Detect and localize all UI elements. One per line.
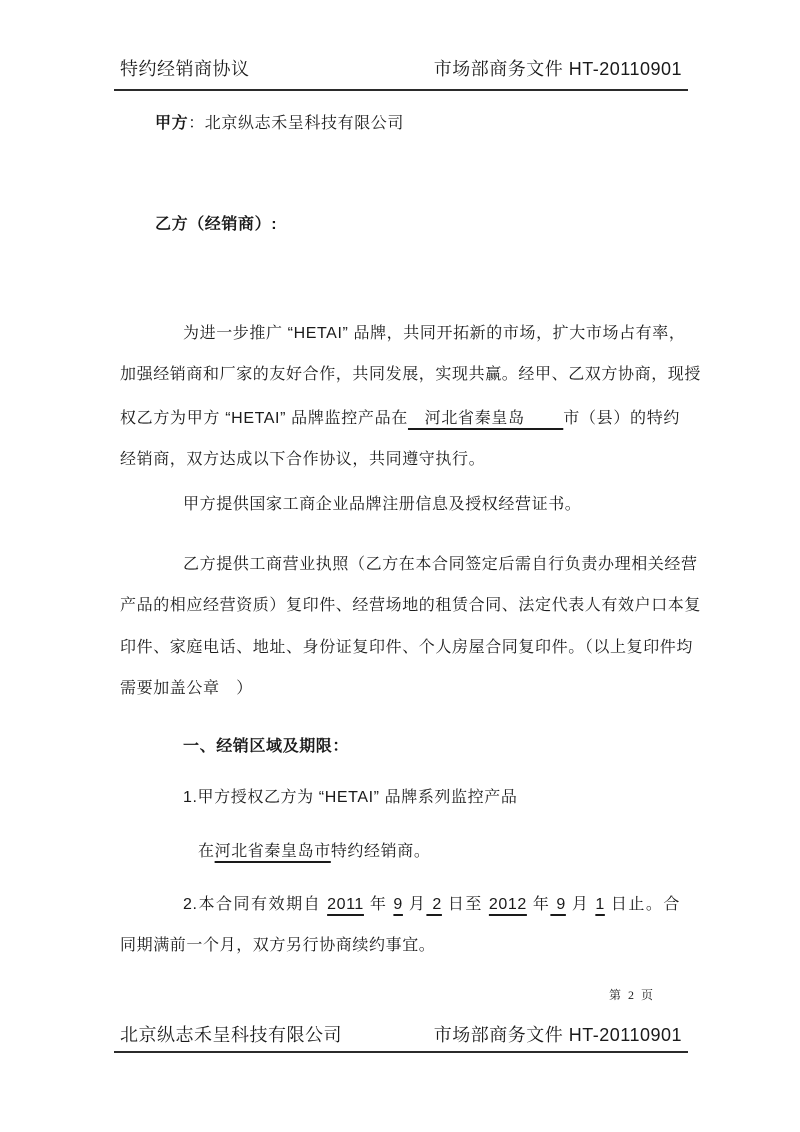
page-number: 第 2 页 xyxy=(608,988,655,1002)
paragraph1-line3 xyxy=(120,407,680,431)
text-run: 在 xyxy=(198,843,215,860)
section-heading: 一、经销区域及期限： xyxy=(183,738,350,755)
underlined-text: 1 xyxy=(595,896,605,913)
paragraph2-line1: 甲方提供国家工商企业品牌注册信息及授权经营证书。 xyxy=(183,496,582,513)
page-footer xyxy=(114,1022,688,1053)
header-doc-code: 市场部商务文件 HT-20110901 xyxy=(433,59,682,79)
text-run: 2.本合同有效期自 xyxy=(183,896,328,913)
text-run: 年 xyxy=(363,896,394,913)
footer-doc-code: 市场部商务文件 HT-20110901 xyxy=(433,1025,682,1045)
item2-line2: 同期满前一个月，双方另行协商续约事宜。 xyxy=(120,937,436,954)
item2-line1 xyxy=(120,893,680,917)
paragraph3-line2: 产品的相应经营资质）复印件、经营场地的租赁合同、法定代表人有效户口本复 xyxy=(120,597,702,614)
paragraph3-line3: 印件、家庭电话、地址、身份证复印件、个人房屋合同复印件。（以上复印件均 xyxy=(120,639,694,656)
item1-line1: 1.甲方授权乙方为 “HETAI” 品牌系列监控产品 xyxy=(183,789,518,806)
underlined-text: 河北省秦皇岛 xyxy=(407,410,564,427)
text-run: 特约经销商。 xyxy=(330,843,431,860)
underlined-text: 2 xyxy=(426,896,442,913)
paragraph3-line4: 需要加盖公章 ） xyxy=(120,680,253,697)
header-title: 特约经销商协议 xyxy=(120,59,250,79)
underlined-text: 2011 xyxy=(327,896,364,913)
underlined-text: 河北省秦皇岛市 xyxy=(214,843,331,860)
underlined-text: 9 xyxy=(550,896,566,913)
paragraph1-line4: 经销商，双方达成以下合作协议，共同遵守执行。 xyxy=(120,451,486,468)
text-run: 月 xyxy=(402,896,427,913)
paragraph1-line2: 加强经销商和厂家的友好合作，共同发展，实现共赢。经甲、乙双方协商，现授 xyxy=(120,366,702,383)
paragraph3-line1: 乙方提供工商营业执照（乙方在本合同签定后需自行负责办理相关经营 xyxy=(183,556,698,573)
party-a-value: ：北京纵志禾呈科技有限公司 xyxy=(188,115,405,132)
item1-line2 xyxy=(120,840,680,864)
underlined-text: 9 xyxy=(393,896,403,913)
text-run: 年 xyxy=(526,896,551,913)
paragraph1-line1: 为进一步推广 “HETAI” 品牌，共同开拓新的市场，扩大市场占有率， xyxy=(183,325,686,342)
text-run: 市（县）的特约 xyxy=(563,410,680,427)
party-b-line: 乙方（经销商）: xyxy=(155,216,278,233)
footer-company: 北京纵志禾呈科技有限公司 xyxy=(120,1025,342,1045)
text-run: 日至 xyxy=(441,896,489,913)
party-a-line xyxy=(120,112,680,136)
text-run: 月 xyxy=(565,896,596,913)
text-run: 权乙方为甲方 “HETAI” 品牌监控产品在 xyxy=(120,410,408,427)
text-run: 日止。合 xyxy=(604,896,680,913)
underlined-text: 2012 xyxy=(488,896,527,913)
party-a-label: 甲方 xyxy=(155,115,189,132)
page-header xyxy=(114,56,688,91)
